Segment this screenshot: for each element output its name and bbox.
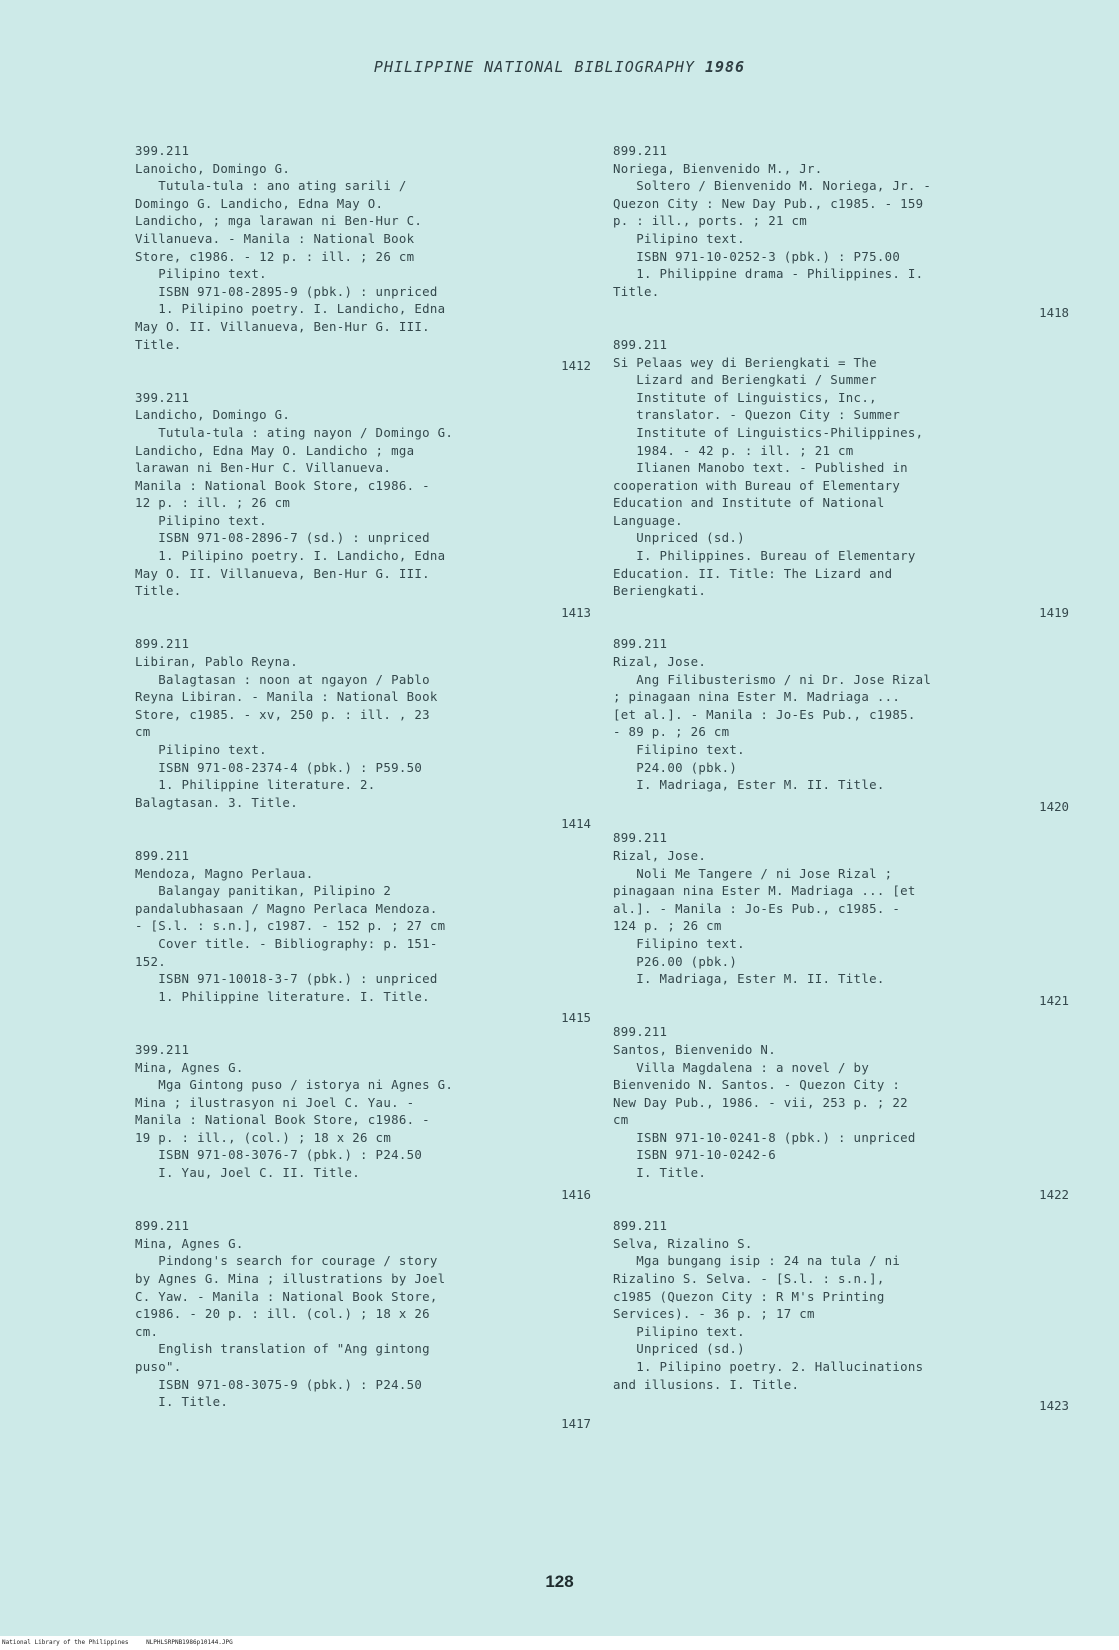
entry-line: P24.00 (pbk.) — [613, 759, 738, 775]
header-year: 1986 — [704, 58, 746, 76]
bibliography-entry — [613, 1217, 1073, 1415]
entry-line: Manila : National Book Store, c1986. - — [135, 477, 430, 493]
entry-line: c1985 (Quezon City : R M's Printing — [613, 1288, 885, 1304]
entry-line: puso". — [135, 1359, 182, 1374]
entry-classification: 899.211 — [613, 336, 668, 352]
entry-line: Si Pelaas wey di Beriengkati = The — [613, 354, 877, 370]
entry-line: Tutula-tula : ating nayon / Domingo G. — [135, 424, 454, 440]
footer-library: National Library of the Philippines — [2, 1639, 129, 1646]
entry-line: 12 p. : ill. ; 26 cm — [135, 495, 291, 511]
entry-line: ; pinagaan nina Ester M. Madriaga ... — [613, 689, 901, 705]
entry-line: Filipino text. — [613, 742, 745, 757]
entry-line: Lizard and Beriengkati / Summer — [613, 372, 877, 388]
entry-line: translator. - Quezon City : Summer — [613, 407, 901, 423]
bibliography-entry — [135, 142, 595, 375]
entry-line: ISBN 971-10-0242-6 — [613, 1147, 776, 1163]
entry-line: Pilipino text. — [135, 742, 267, 757]
entry-line: ISBN 971-10-0241-8 (pbk.) : unpriced — [613, 1129, 916, 1145]
entry-line: Cover title. - Bibliography: p. 151- — [135, 935, 438, 951]
entry-number: 1413 — [561, 604, 591, 620]
entry-line: Beriengkati. — [613, 583, 707, 599]
entry-classification: 899.211 — [613, 636, 668, 652]
entry-line: 1984. - 42 p. : ill. ; 21 cm — [613, 442, 854, 458]
entry-line: al.]. - Manila : Jo-Es Pub., c1985. - — [613, 900, 901, 916]
entry-line: ISBN 971-08-3076-7 (pbk.) : P24.50 — [135, 1147, 423, 1163]
entry-line: cm — [613, 1112, 629, 1128]
entry-number: 1418 — [1039, 305, 1069, 321]
entry-line: cooperation with Bureau of Elementary — [613, 477, 901, 493]
entry-line: I. Title. — [613, 1165, 707, 1181]
entry-line: Landicho, Edna May O. Landicho ; mga — [135, 442, 415, 458]
entry-line: cm. — [135, 1323, 159, 1339]
entry-line: 1. Philippine drama - Philippines. I. — [613, 266, 924, 282]
entry-line: Ang Filibusterismo / ni Dr. Jose Rizal — [613, 671, 932, 687]
entry-number: 1416 — [561, 1186, 591, 1202]
entry-line: English translation of "Ang gintong — [135, 1341, 430, 1357]
bibliography-entry — [135, 389, 595, 622]
entry-line: Villanueva. - Manila : National Book — [135, 230, 415, 246]
entry-line: 1. Pilipino poetry. 2. Hallucinations — [613, 1359, 924, 1374]
page-number: 128 — [545, 1572, 574, 1591]
bibliography-entry — [613, 336, 1073, 622]
entry-number: 1417 — [561, 1415, 591, 1431]
bibliography-entry — [613, 142, 1073, 322]
entry-line: Landicho, ; mga larawan ni Ben-Hur C. — [135, 213, 423, 229]
entry-line: 1. Philippine literature. I. Title. — [135, 988, 430, 1004]
entry-line: Language. — [613, 512, 683, 528]
entry-line: by Agnes G. Mina ; illustrations by Joel — [135, 1271, 446, 1287]
entry-line: 19 p. : ill., (col.) ; 18 x 26 cm — [135, 1129, 392, 1145]
entry-line: - [S.l. : s.n.], c1987. - 152 p. ; 27 cm — [135, 918, 446, 934]
entry-line: Title. — [135, 583, 182, 599]
entry-line: Lanoicho, Domingo G. — [135, 160, 291, 176]
entry-classification: 399.211 — [135, 143, 190, 158]
entry-line: Store, c1985. - xv, 250 p. : ill. , 23 — [135, 706, 430, 722]
entry-line: I. Philippines. Bureau of Elementary — [613, 548, 916, 564]
entry-line: Pilipino text. — [135, 266, 267, 282]
entry-line: Mina ; ilustrasyon ni Joel C. Yau. - — [135, 1094, 415, 1110]
entry-line: Santos, Bienvenido N. — [613, 1041, 776, 1057]
entry-line: Quezon City : New Day Pub., c1985. - 159 — [613, 195, 924, 211]
entry-line: Libiran, Pablo Reyna. — [135, 654, 298, 670]
entry-line: larawan ni Ben-Hur C. Villanueva. — [135, 460, 392, 476]
entry-line: Mga bungang isip : 24 na tula / ni — [613, 1253, 901, 1269]
entry-number: 1420 — [1039, 798, 1069, 814]
bibliography-entry — [135, 847, 595, 1027]
entry-line: ISBN 971-10-0252-3 (pbk.) : P75.00 — [613, 248, 901, 264]
entry-line: 152. — [135, 953, 167, 969]
entry-classification: 899.211 — [613, 143, 668, 158]
entry-line: Education and Institute of National — [613, 495, 885, 511]
entry-classification: 399.211 — [135, 1041, 190, 1057]
entry-line: I. Madriaga, Ester M. II. Title. — [613, 777, 885, 793]
entry-line: ISBN 971-08-2895-9 (pbk.) : unpriced — [135, 283, 438, 299]
entry-line: Services). - 36 p. ; 17 cm — [613, 1306, 815, 1322]
right-column — [613, 142, 1073, 1429]
entry-line: pinagaan nina Ester M. Madriaga ... [et — [613, 883, 916, 899]
entry-line: Institute of Linguistics, Inc., — [613, 389, 877, 405]
bibliography-entry — [135, 1217, 595, 1432]
entry-number: 1419 — [1039, 604, 1069, 620]
entry-line: Education. II. Title: The Lizard and — [613, 565, 893, 581]
entry-number: 1415 — [561, 1010, 591, 1026]
entry-line: 124 p. ; 26 cm — [613, 918, 722, 934]
bibliography-entry — [135, 1041, 595, 1203]
bibliography-entry — [135, 635, 595, 833]
entry-line: Store, c1986. - 12 p. : ill. ; 26 cm — [135, 248, 415, 264]
entry-line: Unpriced (sd.) — [613, 1341, 745, 1357]
bibliography-entry — [613, 829, 1073, 1009]
entry-line: and illusions. I. Title. — [613, 1376, 800, 1392]
page-header — [0, 58, 1119, 76]
entry-line: pandalubhasaan / Magno Perlaca Mendoza. — [135, 900, 438, 916]
entry-line: ISBN 971-08-3075-9 (pbk.) : P24.50 — [135, 1376, 423, 1392]
entry-line: Noriega, Bienvenido M., Jr. — [613, 160, 823, 176]
entry-line: [et al.]. - Manila : Jo-Es Pub., c1985. — [613, 706, 916, 722]
entry-line: p. : ill., ports. ; 21 cm — [613, 213, 807, 229]
header-title: PHILIPPINE NATIONAL BIBLIOGRAPHY — [373, 58, 695, 76]
entry-number: 1421 — [1039, 992, 1069, 1008]
entry-line: Pilipino text. — [613, 1323, 745, 1339]
entry-line: 1. Philippine literature. 2. — [135, 777, 376, 793]
entry-line: Manila : National Book Store, c1986. - — [135, 1112, 430, 1128]
bibliography-entry — [613, 1023, 1073, 1203]
entry-line: Tutula-tula : ano ating sarili / — [135, 178, 407, 194]
entry-line: New Day Pub., 1986. - vii, 253 p. ; 22 — [613, 1094, 908, 1110]
entry-line: Landicho, Domingo G. — [135, 407, 291, 423]
entry-line: Selva, Rizalino S. — [613, 1235, 753, 1251]
entry-line: 1. Pilipino poetry. I. Landicho, Edna — [135, 301, 446, 317]
entry-line: cm — [135, 724, 151, 740]
entry-line: c1986. - 20 p. : ill. (col.) ; 18 x 26 — [135, 1306, 430, 1322]
entry-number: 1412 — [561, 358, 591, 374]
entry-line: Bienvenido N. Santos. - Quezon City : — [613, 1077, 901, 1093]
entry-line: Mina, Agnes G. — [135, 1235, 244, 1251]
entry-classification: 899.211 — [613, 1218, 668, 1234]
entry-line: Soltero / Bienvenido M. Noriega, Jr. - — [613, 178, 932, 194]
entry-classification: 899.211 — [613, 1024, 668, 1040]
entry-line: Mendoza, Magno Perlaua. — [135, 865, 314, 881]
entry-line: Filipino text. — [613, 935, 745, 951]
entry-line: Title. — [135, 336, 182, 352]
entry-line: Institute of Linguistics-Philippines, — [613, 424, 924, 440]
entry-line: Rizal, Jose. — [613, 654, 707, 670]
entry-line: Ilianen Manobo text. - Published in — [613, 460, 908, 476]
entry-line: May O. II. Villanueva, Ben-Hur G. III. — [135, 565, 430, 581]
entry-line: Mina, Agnes G. — [135, 1059, 244, 1075]
left-column — [135, 142, 595, 1446]
entry-line: I. Madriaga, Ester M. II. Title. — [613, 971, 885, 987]
entry-line: C. Yaw. - Manila : National Book Store, — [135, 1288, 438, 1304]
entry-classification: 399.211 — [135, 389, 190, 405]
entry-line: Balagtasan. 3. Title. — [135, 794, 298, 810]
entry-classification: 899.211 — [135, 636, 190, 652]
entry-line: ISBN 971-10018-3-7 (pbk.) : unpriced — [135, 971, 438, 987]
entry-line: Pilipino text. — [613, 230, 745, 246]
entry-number: 1423 — [1039, 1398, 1069, 1414]
entry-line: Pindong's search for courage / story — [135, 1253, 438, 1269]
entry-line: Noli Me Tangere / ni Jose Rizal ; — [613, 865, 893, 881]
entry-classification: 899.211 — [613, 830, 668, 846]
entry-line: Rizal, Jose. — [613, 847, 707, 863]
entry-line: Rizalino S. Selva. - [S.l. : s.n.], — [613, 1271, 885, 1287]
entry-line: ISBN 971-08-2374-4 (pbk.) : P59.50 — [135, 759, 423, 775]
entry-line: I. Title. — [135, 1394, 229, 1410]
entry-line: P26.00 (pbk.) — [613, 953, 738, 969]
entry-line: I. Yau, Joel C. II. Title. — [135, 1165, 361, 1181]
entry-line: Title. — [613, 283, 660, 299]
entry-line: Villa Magdalena : a novel / by — [613, 1059, 870, 1075]
entry-line: - 89 p. ; 26 cm — [613, 724, 730, 740]
entry-line: Reyna Libiran. - Manila : National Book — [135, 689, 438, 705]
bibliography-entry — [613, 635, 1073, 815]
entry-classification: 899.211 — [135, 847, 190, 863]
entry-line: Balagtasan : noon at ngayon / Pablo — [135, 671, 430, 687]
scan-footer — [0, 1636, 1119, 1650]
footer-filename: NLPHLSRPNB1986p10144.JPG — [146, 1639, 233, 1646]
entry-line: 1. Pilipino poetry. I. Landicho, Edna — [135, 548, 446, 564]
entry-number: 1414 — [561, 816, 591, 832]
entry-line: ISBN 971-08-2896-7 (sd.) : unpriced — [135, 530, 430, 546]
entry-classification: 899.211 — [135, 1218, 190, 1234]
entry-line: Mga Gintong puso / istorya ni Agnes G. — [135, 1077, 454, 1093]
entry-line: Domingo G. Landicho, Edna May O. — [135, 195, 384, 211]
entry-line: May O. II. Villanueva, Ben-Hur G. III. — [135, 318, 430, 334]
entry-line: Unpriced (sd.) — [613, 530, 745, 546]
entry-line: Pilipino text. — [135, 512, 267, 528]
entry-number: 1422 — [1039, 1186, 1069, 1202]
entry-line: Balangay panitikan, Pilipino 2 — [135, 883, 392, 899]
